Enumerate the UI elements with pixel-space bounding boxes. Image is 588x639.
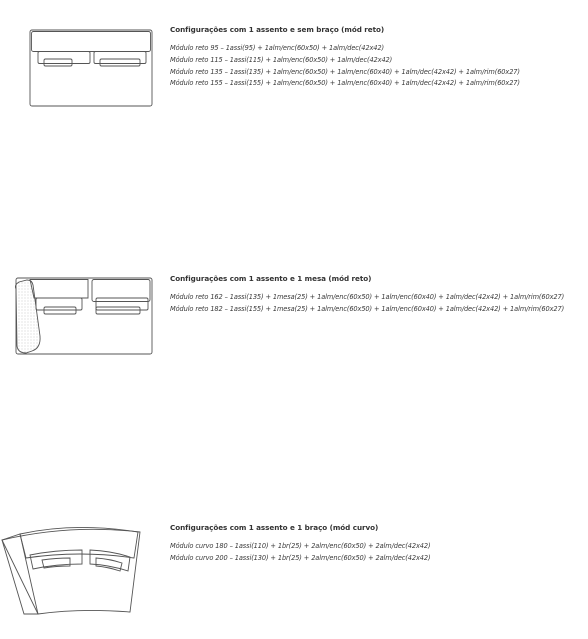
- curved-seat-outline: [2, 529, 140, 614]
- decor-cushion-right: [100, 59, 140, 66]
- decor-cushion-left: [44, 307, 76, 314]
- back-cushion-right: [94, 52, 146, 64]
- section-title: Configurações com 1 assento e 1 braço (mód curvo): [170, 523, 379, 532]
- back-cushion-left: [38, 52, 90, 64]
- sofa-diagram-straight-no-arm: [28, 28, 154, 108]
- decor-cushion-right: [96, 307, 140, 314]
- config-line: Módulo reto 115 – 1assi(115) + 1alm/enc(60x50) + 1alm/dec(42x42): [170, 55, 393, 64]
- backrest-left: [30, 280, 88, 299]
- config-line: Módulo reto 95 – 1assi(95) + 1alm/enc(60x50) + 1alm/dec(42x42): [170, 44, 384, 52]
- config-line: Módulo curvo 200 – 1assi(130) + 1br(25) + 2alm/enc(60x50) + 2alm/dec(42x42): [170, 553, 431, 562]
- config-line: Módulo curvo 180 – 1assi(110) + 1br(25) + 2alm/enc(60x50) + 2alm/dec(42x42): [170, 542, 431, 550]
- backrest-cushion: [32, 32, 151, 52]
- config-line: Módulo reto 182 – 1assi(155) + 1mesa(25) + 1alm/enc(60x50) + 1alm/enc(60x40) + 1alm/dec(42x42) + 1alm/rim(60x27): [170, 304, 565, 313]
- section-title: Configurações com 1 assento e 1 mesa (mód reto): [170, 274, 372, 283]
- section-title: Configurações com 1 assento e sem braço (mód reto): [170, 25, 385, 34]
- sofa-diagram-curved-with-arm: [0, 524, 150, 616]
- config-line: Módulo reto 135 – 1assi(135) + 1alm/enc(60x50) + 1alm/enc(60x40) + 1alm/dec(42x42) + 1alm/rim(60x27): [170, 67, 520, 76]
- seat-outline: [30, 30, 152, 106]
- config-line: Módulo reto 162 – 1assi(135) + 1mesa(25) + 1alm/enc(60x50) + 1alm/enc(60x40) + 1alm/dec(42x42) + 1alm/rim(60x27): [170, 293, 565, 301]
- back-cushion-left: [36, 298, 82, 310]
- side-table: [15, 280, 40, 353]
- config-line: Módulo reto 155 – 1assi(155) + 1alm/enc(60x50) + 1alm/enc(60x40) + 1alm/dec(42x42) + 1alm/rim(60x27): [170, 79, 520, 88]
- decor-cushion-left: [44, 59, 72, 66]
- sofa-diagram-straight-with-table: [12, 276, 154, 356]
